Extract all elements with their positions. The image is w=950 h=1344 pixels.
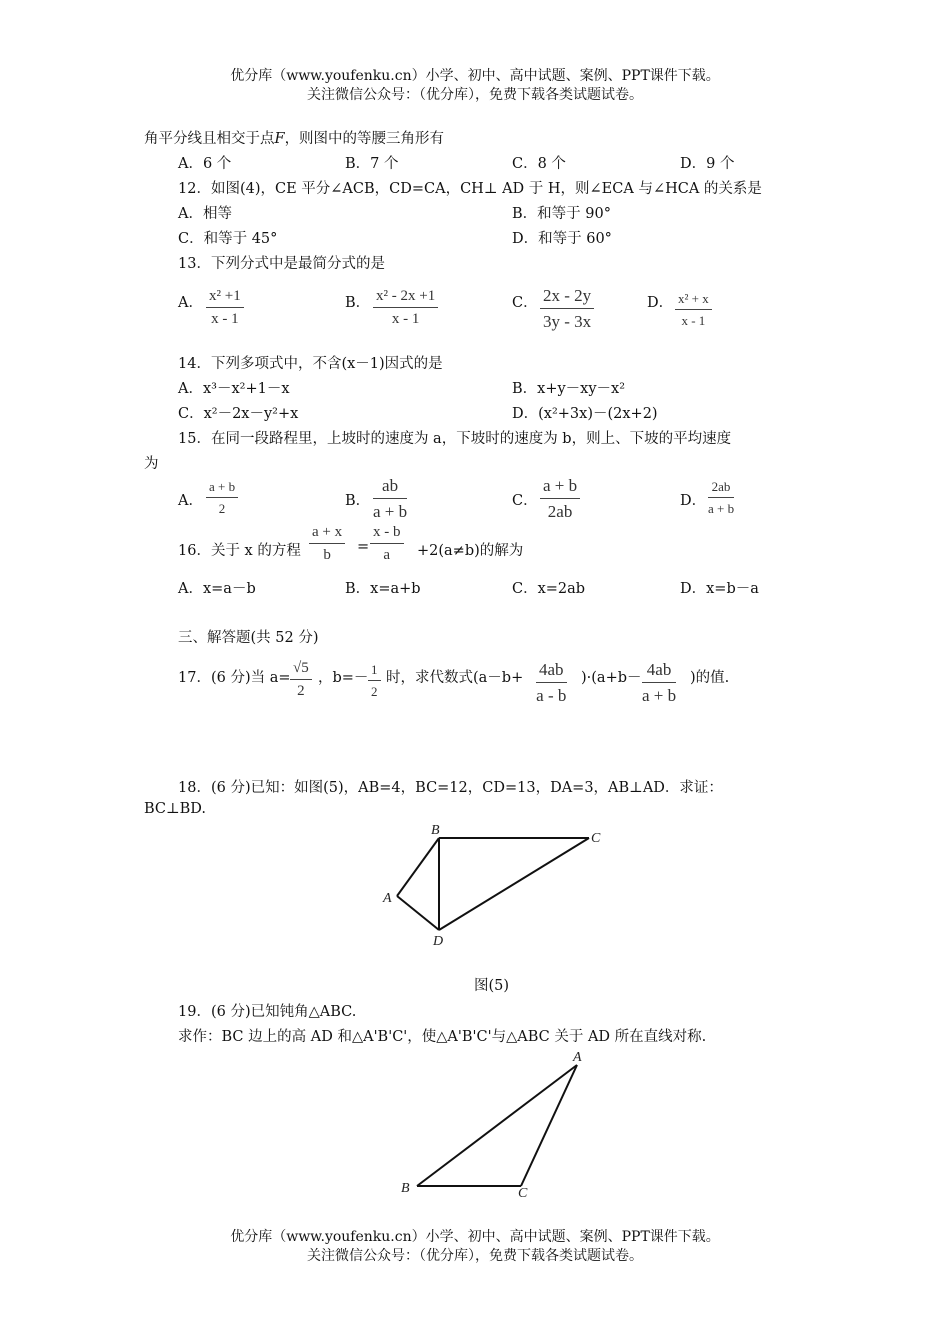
q13-label-d: D． xyxy=(647,295,674,311)
q16-equals: = xyxy=(357,539,370,555)
q13-frac-c-num: 2x - 2y xyxy=(543,286,592,305)
q13-frac-d xyxy=(675,291,712,329)
q16-option-c: C．x=2ab xyxy=(512,581,586,597)
point-b-label: B xyxy=(431,823,440,838)
point-a-label: A xyxy=(383,891,392,906)
point-c-label: C xyxy=(518,1186,528,1200)
q11-tail xyxy=(144,127,444,148)
q17-frac-d xyxy=(642,660,676,706)
q11-option-a: A．6 个 xyxy=(178,156,232,172)
q17-frac-a-num: √5 xyxy=(293,660,309,676)
point-c-label: C xyxy=(591,831,601,846)
q16-frac-1-num: a + x xyxy=(312,524,343,540)
point-b-label: B xyxy=(401,1181,410,1196)
q17-frac-c-den: a - b xyxy=(536,686,567,705)
q13-frac-d-num: x² + x xyxy=(678,291,709,306)
q12-option-b: B．和等于 90° xyxy=(512,206,611,222)
q15-label-a: A． xyxy=(178,493,203,509)
q18-line-2: BC⊥BD. xyxy=(144,801,207,817)
q13-label-c: C． xyxy=(512,295,538,311)
q14-option-d: D．(x²+3x)－(2x+2) xyxy=(512,406,658,422)
segment-ab xyxy=(397,838,439,896)
q16-post: +2(a≠b)的解为 xyxy=(417,543,524,559)
q17-frac-b-num: 1 xyxy=(371,662,378,677)
q13-frac-d-den: x - 1 xyxy=(681,313,706,328)
q14-text: 14．下列多项式中，不含(x－1)因式的是 xyxy=(178,356,443,372)
q13-frac-c xyxy=(540,286,594,332)
q16-pre: 16．关于 x 的方程 xyxy=(178,543,301,559)
q15-text: 15．在同一段路程里，上坡时的速度为 a，下坡时的速度为 b，则上、下坡的平均速度 xyxy=(178,431,732,447)
q17-frac-b xyxy=(368,662,381,700)
q15-label-b: B． xyxy=(345,493,371,509)
q16-frac-2-den: a xyxy=(383,547,391,563)
q11-option-b: B．7 个 xyxy=(345,156,399,172)
q11-tail-post: ，则图中的等腰三角形有 xyxy=(284,131,445,147)
q12-text: 12．如图(4)，CE 平分∠ACB，CD=CA，CH⊥ AD 于 H，则∠ECA 与∠HCA 的关系是 xyxy=(178,181,762,197)
q16-frac-2 xyxy=(370,524,404,564)
q14-option-c: C．x²－2x－y²+x xyxy=(178,406,299,422)
q15-frac-b xyxy=(373,476,407,522)
q13-frac-b-den: x - 1 xyxy=(391,311,420,327)
q17-frac-a xyxy=(290,660,312,700)
segment-ac xyxy=(521,1065,577,1186)
q17-frac-d-num: 4ab xyxy=(646,660,672,679)
obtuse-triangle-abc xyxy=(395,1045,595,1200)
q11-tail-pre: 角平分线且相交于点 xyxy=(144,131,275,147)
q13-label-a: A． xyxy=(178,295,203,311)
q15-frac-b-den: a + b xyxy=(373,502,408,521)
q14-option-b: B．x+y－xy－x² xyxy=(512,381,626,397)
q13-text: 13．下列分式中是最简分式的是 xyxy=(178,256,385,272)
q16-frac-1-den: b xyxy=(323,547,331,563)
footer-line-2: 关注微信公众号：（优分库），免费下载各类试题试卷。 xyxy=(307,1248,643,1264)
q11-tail-var: F xyxy=(274,131,285,147)
q17-frac-b-den: 2 xyxy=(371,684,378,699)
section-3-title: 三、解答题(共 52 分) xyxy=(178,630,319,646)
q15-frac-d xyxy=(708,479,734,517)
q12-option-a: A．相等 xyxy=(178,206,232,222)
header-line-1: 优分库（www.youfenku.cn）小学、初中、高中试题、案例、PPT课件下载。 xyxy=(230,68,720,84)
q12-option-d: D．和等于 60° xyxy=(512,231,612,247)
q16-option-d: D．x=b－a xyxy=(680,581,759,597)
q17-frac-d-den: a + b xyxy=(642,686,677,705)
q15-label-d: D． xyxy=(680,493,707,509)
figure-5-quadrilateral xyxy=(375,818,615,953)
q13-frac-c-den: 3y - 3x xyxy=(543,312,592,331)
q17-mid-2: 时，求代数式(a－b+ xyxy=(386,670,524,686)
q16-option-b: B．x=a+b xyxy=(345,581,421,597)
segment-cd xyxy=(439,838,589,930)
q15-frac-c xyxy=(540,476,580,522)
q15-frac-d-den: a + b xyxy=(708,501,735,516)
q15-text-2: 为 xyxy=(144,456,159,472)
q16-frac-1 xyxy=(309,524,345,564)
point-d-label: D xyxy=(433,934,444,949)
q13-label-b: B． xyxy=(345,295,371,311)
q17-post: )的值. xyxy=(690,670,730,686)
q15-frac-c-den: 2ab xyxy=(547,502,573,521)
q17-mid-3: )·(a+b－ xyxy=(581,670,642,686)
q16-option-a: A．x=a－b xyxy=(178,581,256,597)
q15-frac-d-num: 2ab xyxy=(711,479,731,494)
q16-frac-2-num: x - b xyxy=(373,524,401,540)
point-a-label: A xyxy=(573,1050,582,1065)
q17-frac-a-den: 2 xyxy=(297,683,305,699)
q15-frac-c-num: a + b xyxy=(543,476,578,495)
segment-ad xyxy=(397,896,439,930)
q15-frac-a-den: 2 xyxy=(218,501,226,516)
segment-ab xyxy=(417,1065,577,1186)
q12-option-c: C．和等于 45° xyxy=(178,231,278,247)
q14-option-a: A．x³－x²+1－x xyxy=(178,381,290,397)
q13-frac-b-num: x² - 2x +1 xyxy=(376,288,436,304)
figure-5-caption: 图(5) xyxy=(474,978,510,994)
q19-line-1: 19．(6 分)已知钝角△ABC. xyxy=(178,1004,357,1020)
q13-frac-a-num: x² +1 xyxy=(209,288,241,304)
q13-frac-b xyxy=(373,288,438,328)
q17-mid: ，b=－ xyxy=(318,670,369,686)
footer-line-1: 优分库（www.youfenku.cn）小学、初中、高中试题、案例、PPT课件下载。 xyxy=(230,1229,720,1245)
q17-frac-c xyxy=(536,660,567,706)
q15-label-c: C． xyxy=(512,493,538,509)
header-line-2: 关注微信公众号：（优分库），免费下载各类试题试卷。 xyxy=(307,87,643,103)
q11-option-c: C．8 个 xyxy=(512,156,566,172)
q11-option-d: D．9 个 xyxy=(680,156,735,172)
q13-frac-a-den: x - 1 xyxy=(211,311,239,327)
q13-frac-a xyxy=(206,288,244,328)
q15-frac-a-num: a + b xyxy=(209,479,236,494)
q18-line-1: 18．(6 分)已知：如图(5)，AB=4，BC=12，CD=13，DA=3，AB⊥AD．求证： xyxy=(178,780,723,796)
q15-frac-a xyxy=(206,479,238,517)
q15-frac-b-num: ab xyxy=(382,476,399,495)
q17-pre: 17．(6 分)当 a= xyxy=(178,670,291,686)
q17-frac-c-num: 4ab xyxy=(539,660,564,679)
q19-line-2: 求作：BC 边上的高 AD 和△A'B'C'，使△A'B'C'与△ABC 关于 AD 所在直线对称. xyxy=(178,1029,707,1045)
